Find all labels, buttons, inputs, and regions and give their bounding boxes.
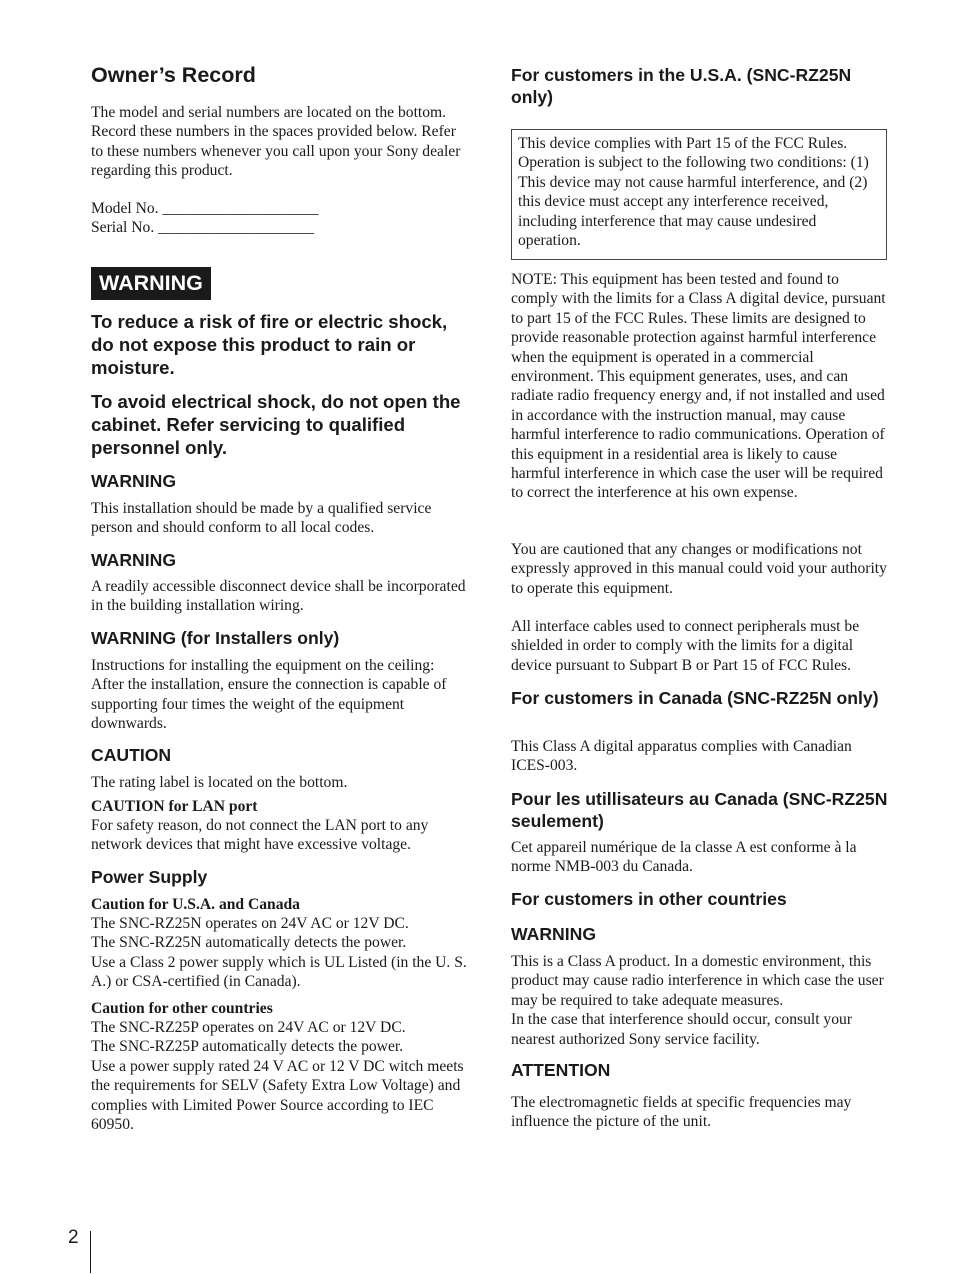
canada-fr-heading: Pour les utillisateurs au Canada (SNC-RZ25N seulement): [511, 789, 888, 831]
canada-fr-text: Cet appareil numérique de la classe A est conforme à la norme NMB-003 du Canada.: [511, 839, 857, 876]
page-number-divider: [90, 1231, 91, 1273]
power-other-heading: Caution for other countries: [91, 1000, 273, 1017]
warning-heading-1: WARNING: [91, 471, 177, 491]
other-warning-heading: WARNING: [511, 924, 597, 944]
canada-customers-text: This Class A digital apparatus complies with Canadian ICES-003.: [511, 738, 852, 775]
fcc-modification-caution: You are cautioned that any changes or modifications not expressly approved in this manual could void your authority to operate this equipment.: [511, 541, 887, 597]
attention-text: The electromagnetic fields at specific frequencies may influence the picture of the unit.: [511, 1094, 852, 1131]
caution-lan-heading: CAUTION for LAN port: [91, 798, 258, 815]
risk-statement-shock: To avoid electrical shock, do not open the cabinet. Refer servicing to qualified personnel only.: [91, 391, 461, 458]
warning-text-1: This installation should be made by a qualified service person and should conform to all local codes.: [91, 500, 432, 537]
warning-text-2: A readily accessible disconnect device shall be incorporated in the building installation wiring.: [91, 578, 466, 615]
owners-record-intro: The model and serial numbers are located on the bottom. Record these numbers in the spaces provided below. Refer to these numbers whenever you call upon your Sony dealer regarding this product.: [91, 104, 461, 180]
power-usa-text: The SNC-RZ25N operates on 24V AC or 12V DC. The SNC-RZ25N automatically detects the power. Use a Class 2 power supply which is UL Listed (in the U. S. A.) or CSA-certified (in Canada).: [91, 915, 467, 991]
power-usa-heading: Caution for U.S.A. and Canada: [91, 896, 300, 913]
serial-number-field: Serial No. ____________________: [91, 219, 315, 236]
other-warning-text: This is a Class A product. In a domestic environment, this product may cause radio interference in which case the user may be required to take adequate measures. In the case that interference should occur, consult your nearest authorized Sony service facility.: [511, 953, 884, 1048]
warning-banner: WARNING: [91, 267, 211, 300]
fcc-cables-text: All interface cables used to connect peripherals must be shielded in order to comply with the limits for a digital device pursuant to Subpart B or Part 15 of FCC Rules.: [511, 618, 860, 674]
caution-text: The rating label is located on the bottom.: [91, 774, 348, 791]
fcc-compliance-box: This device complies with Part 15 of the FCC Rules. Operation is subject to the following two conditions: (1) This device may not cause harmful interference, and (2) this device must accept any interference received, including interference that may cause undesired operation.: [511, 129, 887, 260]
fcc-note-text: NOTE: This equipment has been tested and found to comply with the limits for a Class A digital device, pursuant to part 15 of the FCC Rules. These limits are designed to provide reasonable protection against harmful interference when the equipment is operated in a commercial environment. This equipment generates, uses, and can radiate radio frequency energy and, if not installed and used in accordance with the instruction manual, may cause harmful interference to radio communications. Operation of this equipment in a residential area is likely to cause harmful interference in which case the user will be required to correct the interference at his own expense.: [511, 271, 886, 502]
canada-customers-heading: For customers in Canada (SNC-RZ25N only): [511, 688, 879, 708]
warning-installers-heading: WARNING (for Installers only): [91, 628, 340, 648]
page-number: 2: [68, 1227, 79, 1248]
power-supply-heading: Power Supply: [91, 867, 208, 887]
warning-installers-text: Instructions for installing the equipment on the ceiling: After the installation, ensure the connection is capable of supporting four times the weight of the equipment downwards.: [91, 657, 447, 733]
model-number-field: Model No. ____________________: [91, 200, 319, 217]
owners-record-title: Owner’s Record: [91, 63, 256, 87]
warning-heading-2: WARNING: [91, 550, 177, 570]
power-other-text: The SNC-RZ25P operates on 24V AC or 12V DC. The SNC-RZ25P automatically detects the power. Use a power supply rated 24 V AC or 12 V DC witch meets the requirements for SELV (Safety Extra Low Voltage) and complies with Limited Power Source according to IEC 60950.: [91, 1019, 464, 1134]
attention-heading: ATTENTION: [511, 1060, 611, 1080]
caution-lan-text: For safety reason, do not connect the LAN port to any network devices that might have excessive voltage.: [91, 817, 429, 854]
other-countries-heading: For customers in other countries: [511, 889, 787, 909]
usa-customers-heading: For customers in the U.S.A. (SNC-RZ25N only): [511, 65, 852, 107]
caution-heading: CAUTION: [91, 745, 172, 765]
risk-statement-fire: To reduce a risk of fire or electric shock, do not expose this product to rain or moisture.: [91, 311, 448, 378]
